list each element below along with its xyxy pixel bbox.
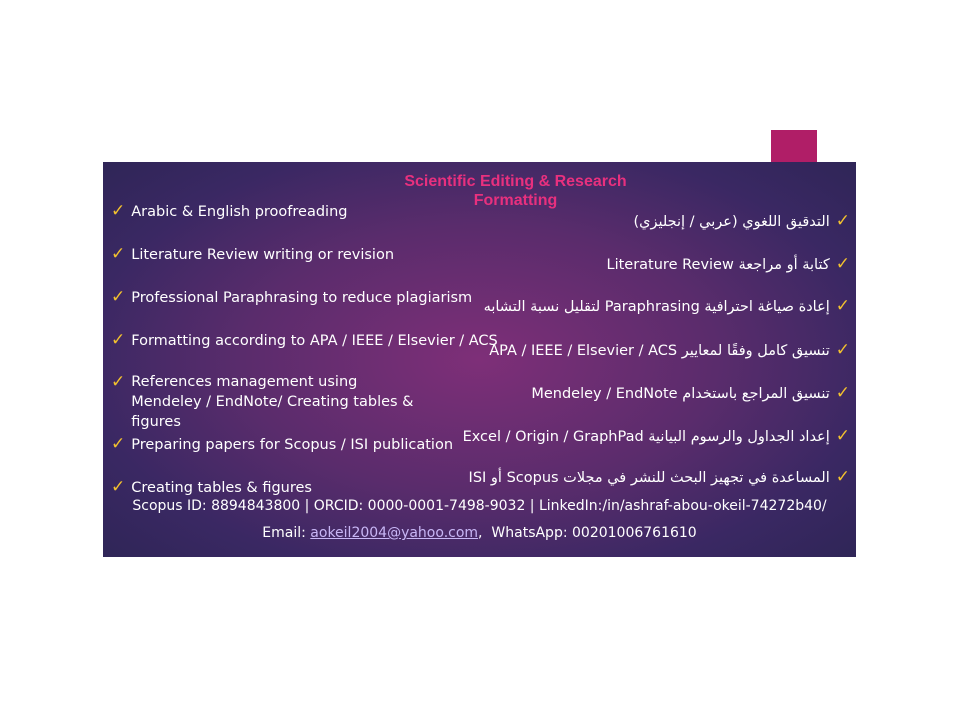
ids-line: Scopus ID: 8894843800 | ORCID: 0000-0001-7498-9032 | LinkedIn:/in/ashraf-abou-okeil-74272b40/ <box>132 498 827 514</box>
right-item-proofreading <box>633 211 850 232</box>
left-item-references <box>111 372 431 432</box>
left-item-literature-review <box>111 244 394 265</box>
right-item-scopus-isi <box>469 467 850 488</box>
right-item-label: المساعدة في تجهيز البحث للنشر في مجلات Scopus أو ISI <box>468 470 830 486</box>
left-item-label: Creating tables & figures <box>131 480 312 496</box>
check-icon: ✓ <box>835 254 850 274</box>
right-item-references <box>531 383 850 404</box>
left-item-label: Arabic & English proofreading <box>131 204 348 220</box>
left-item-scopus-isi <box>111 434 453 455</box>
check-icon: ✓ <box>111 330 126 350</box>
right-item-formatting <box>489 340 850 361</box>
check-icon: ✓ <box>111 201 126 221</box>
right-item-label: كتابة أو مراجعة Literature Review <box>606 257 830 273</box>
left-item-paraphrasing <box>111 287 472 308</box>
email-link[interactable]: aokeil2004@yahoo.com <box>310 525 479 541</box>
left-item-label: References management using Mendeley / EndNote/ Creating tables & figures <box>131 374 414 430</box>
check-icon: ✓ <box>835 467 850 487</box>
right-item-paraphrasing <box>484 296 850 317</box>
check-icon: ✓ <box>835 383 850 403</box>
left-item-tables-figures <box>111 477 312 498</box>
left-item-label: Professional Paraphrasing to reduce plagiarism <box>131 290 473 306</box>
check-icon: ✓ <box>111 477 126 497</box>
check-icon: ✓ <box>835 426 850 446</box>
right-item-label: إعادة صياغة احترافية Paraphrasing لتقليل نسبة التشابه <box>483 299 830 315</box>
left-item-label: Preparing papers for Scopus / ISI publication <box>131 437 454 453</box>
right-item-literature-review <box>607 254 851 275</box>
left-item-formatting <box>111 330 498 351</box>
right-item-label: تنسيق المراجع باستخدام Mendeley / EndNote <box>531 386 830 402</box>
right-item-label: إعداد الجداول والرسوم البيانية Excel / Origin / GraphPad <box>462 429 830 445</box>
check-icon: ✓ <box>111 372 126 392</box>
whatsapp-text: WhatsApp: 00201006761610 <box>491 525 697 541</box>
right-item-label: التدقيق اللغوي (عربي / إنجليزي) <box>633 214 830 230</box>
right-item-tables-figures <box>463 426 850 447</box>
left-item-label: Literature Review writing or revision <box>131 247 395 263</box>
check-icon: ✓ <box>111 287 126 307</box>
flyer-title: Scientific Editing & Research Formatting <box>404 173 627 209</box>
check-icon: ✓ <box>835 211 850 231</box>
flyer-card <box>103 162 856 557</box>
check-icon: ✓ <box>111 434 126 454</box>
check-icon: ✓ <box>835 340 850 360</box>
email-label: Email: <box>262 525 306 541</box>
right-item-label: تنسيق كامل وفقًا لمعايير APA / IEEE / Elsevier / ACS <box>489 343 830 359</box>
left-item-proofreading <box>111 201 347 222</box>
contact-line: Email: aokeil2004@yahoo.com, WhatsApp: 00201006761610 <box>262 525 697 541</box>
check-icon: ✓ <box>111 244 126 264</box>
left-item-label: Formatting according to APA / IEEE / Elsevier / ACS <box>131 333 498 349</box>
check-icon: ✓ <box>835 296 850 316</box>
